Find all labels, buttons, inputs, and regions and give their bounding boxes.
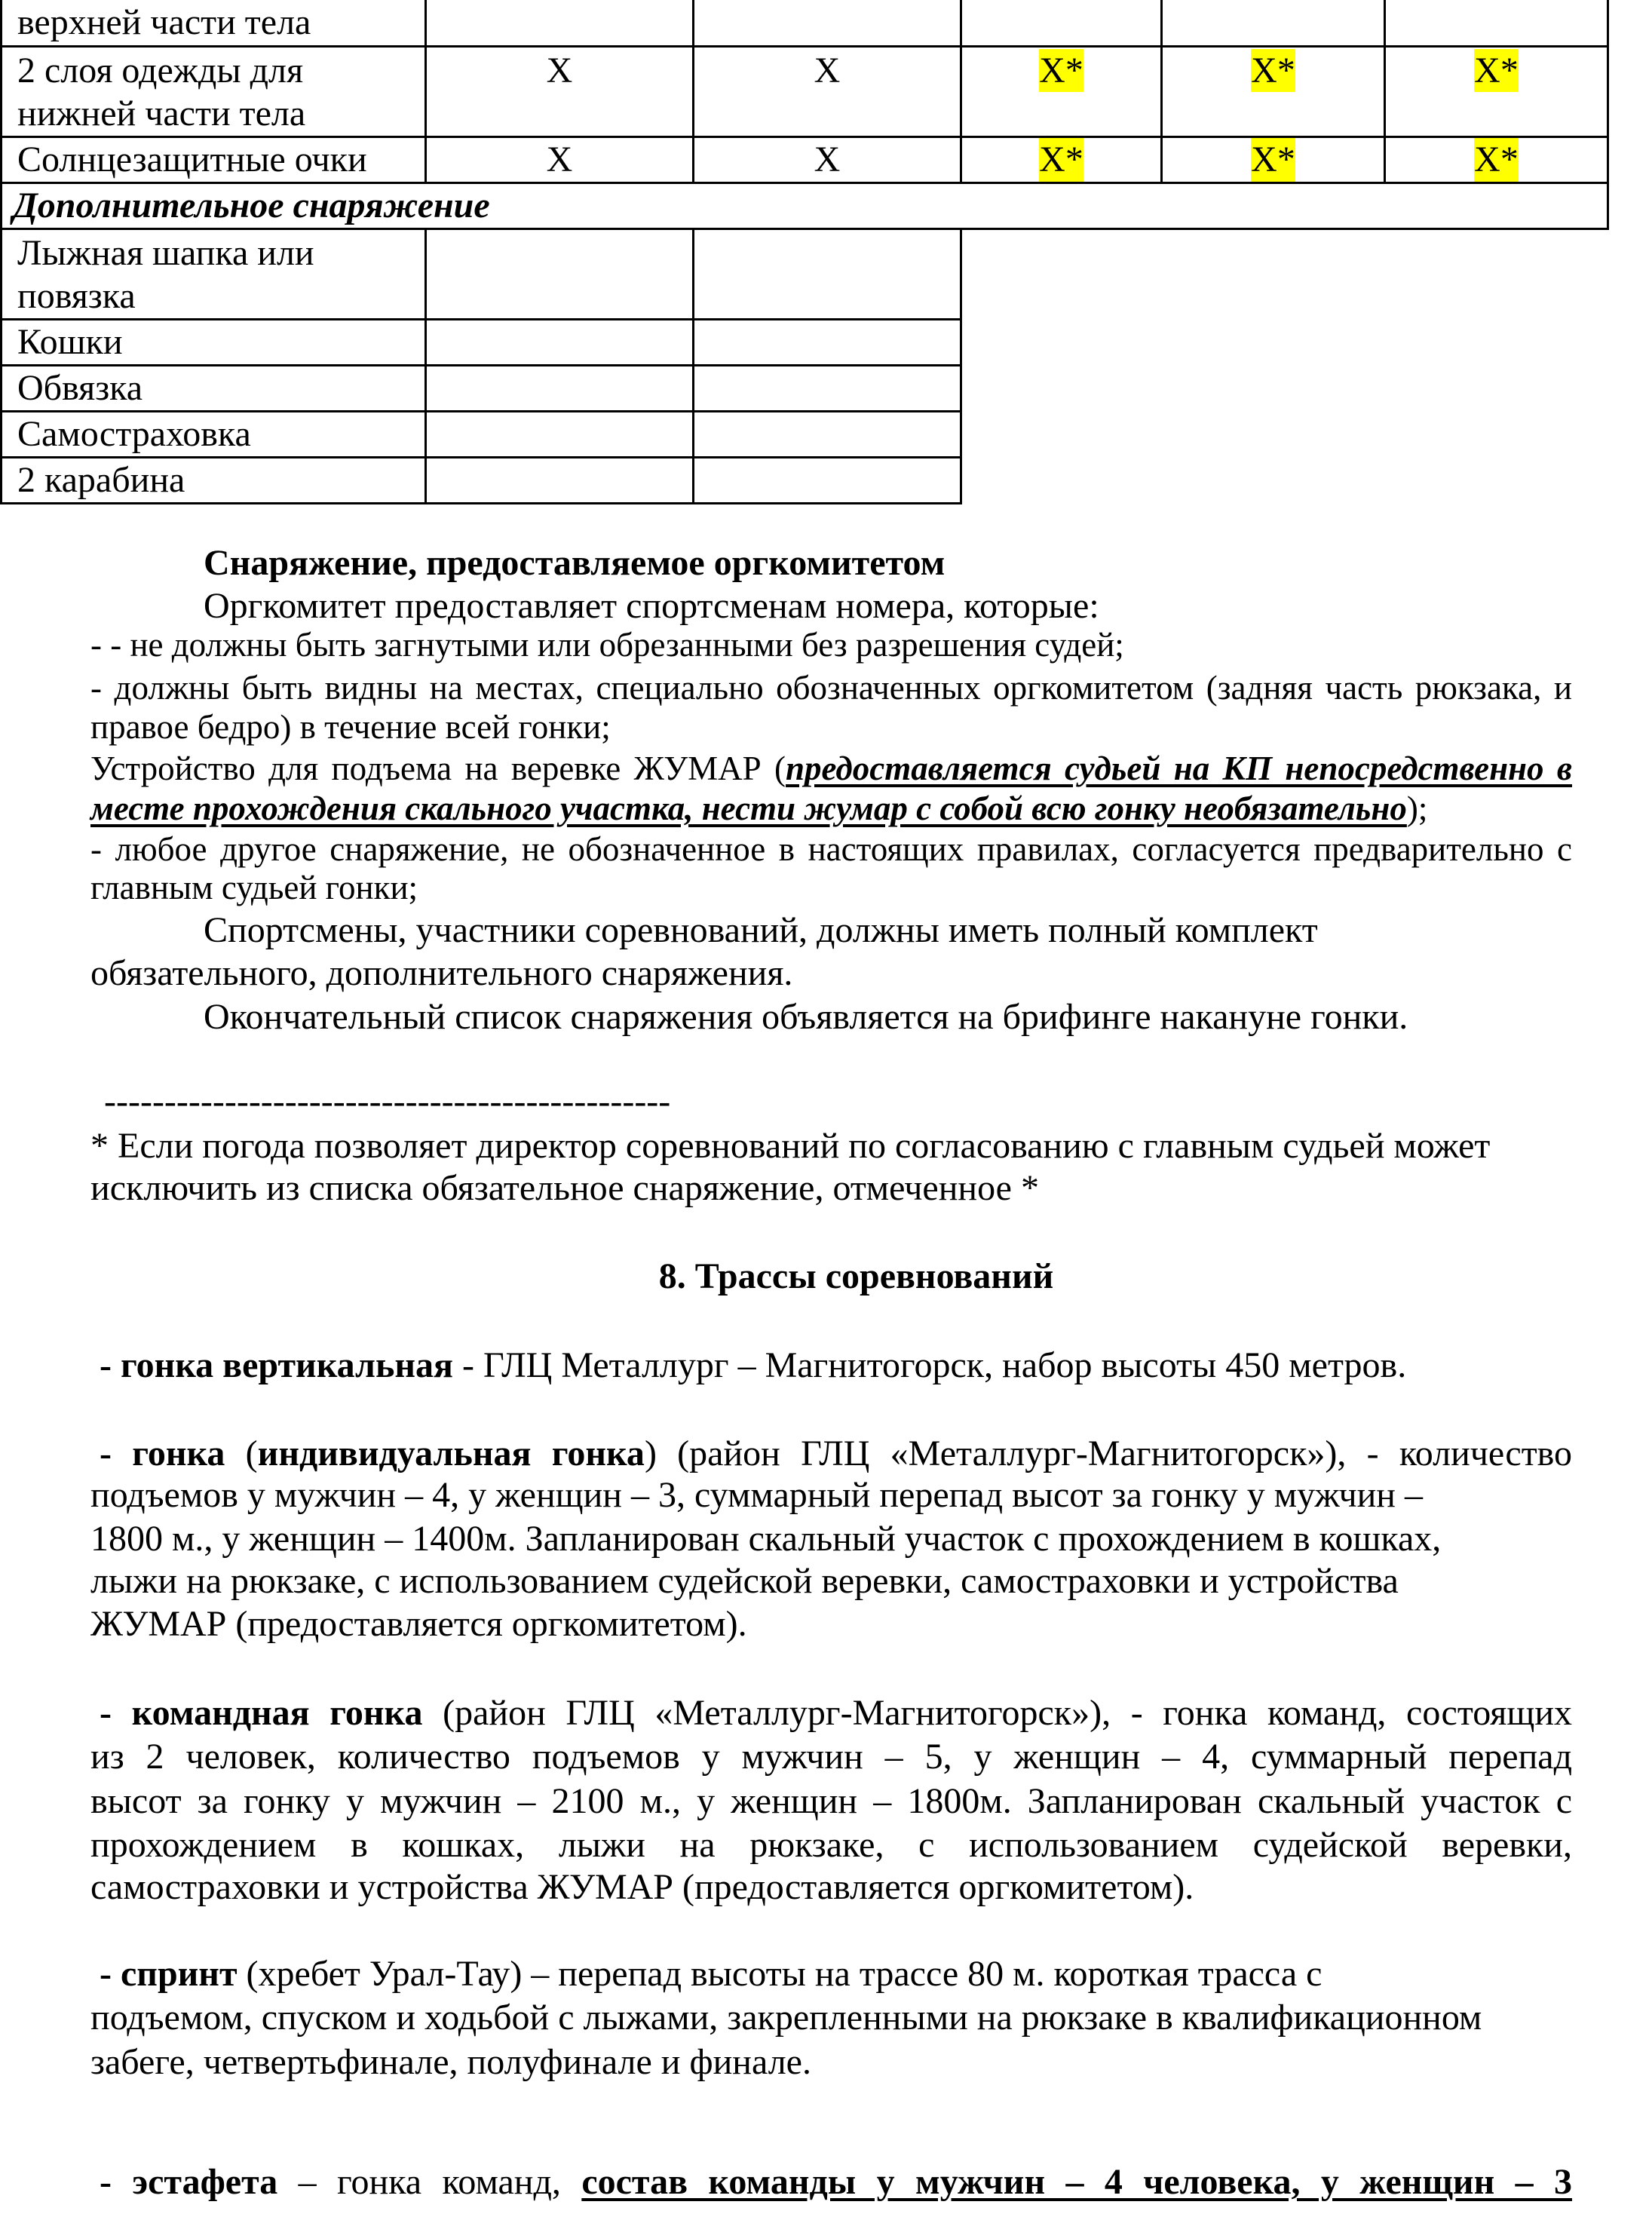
table-cell-mark: X bbox=[692, 136, 962, 184]
route-name: спринт bbox=[120, 1954, 238, 1994]
org-equipment-heading: Снаряжение, предоставляемое оргкомитетом bbox=[204, 543, 946, 583]
section-header-row bbox=[0, 182, 1609, 230]
org-item-1: - - не должны быть загнутыми или обрезанными без разрешения судей; bbox=[90, 626, 1124, 664]
route-individual-line-1: - гонка (индивидуальная гонка) (район ГЛЦ «Металлург-Магнитогорск»), - количество bbox=[100, 1433, 1573, 1473]
table-cell bbox=[692, 318, 962, 366]
org-item-2-line-2: правое бедро) в течение всей гонки; bbox=[90, 708, 611, 746]
route-team-line-1: - командная гонка (район ГЛЦ «Металлург-Магнитогорск»), - гонка команд, состоящих bbox=[100, 1693, 1573, 1733]
jumar-line-2: месте прохождения скального участка, нести жумар с собой всю гонку необязательно); bbox=[90, 790, 1428, 827]
final-list-note: Окончательный список снаряжения объявляется на брифинге накануне гонки. bbox=[204, 997, 1408, 1037]
table-cell bbox=[424, 318, 694, 366]
route-individual-line-3: 1800 м., у женщин – 1400м. Запланирован скальный участок с прохождением в кошках, bbox=[90, 1519, 1442, 1559]
table-row-label: Кошки bbox=[0, 318, 427, 366]
table-cell-label: верхней части тела bbox=[0, 0, 427, 48]
table-cell-mark bbox=[1384, 136, 1609, 184]
footnote-line-2: исключить из списка обязательное снаряжение, отмеченное * bbox=[90, 1168, 1039, 1208]
table-row-label: Самостраховка bbox=[0, 410, 427, 458]
table-cell bbox=[692, 0, 962, 48]
table-cell-mark: X bbox=[424, 45, 694, 138]
highlighted-mark: X* bbox=[1251, 138, 1295, 182]
route-individual-line-5: ЖУМАР (предоставляется оргкомитетом). bbox=[90, 1604, 747, 1644]
highlighted-mark: X* bbox=[1039, 138, 1083, 182]
org-item-2-line-1: - должны быть видны на местах, специально обозначенных оргкомитетом (задняя часть рюкзака, и bbox=[90, 669, 1572, 707]
table-cell-mark bbox=[1160, 136, 1386, 184]
route-individual-line-4: лыжи на рюкзаке, с использованием судейской веревки, самостраховки и устройства bbox=[90, 1561, 1399, 1601]
other-equipment-line-1: - любое другое снаряжение, не обозначенное в настоящих правилах, согласуется предварительно с bbox=[90, 830, 1572, 868]
table-cell-mark bbox=[960, 136, 1163, 184]
table-cell bbox=[692, 364, 962, 412]
route-name: эстафета bbox=[132, 2162, 278, 2202]
table-cell bbox=[424, 0, 694, 48]
jumar-emphasis: месте прохождения скального участка, нести жумар с собой всю гонку необязательно bbox=[90, 790, 1407, 827]
other-equipment-line-2: главным судьей гонки; bbox=[90, 869, 418, 906]
table-cell-mark bbox=[960, 45, 1163, 138]
table-cell bbox=[424, 456, 694, 504]
footnote-separator: ----------------------------------------------- bbox=[104, 1081, 671, 1121]
route-vertical: - гонка вертикальная - ГЛЦ Металлург – Магнитогорск, набор высоты 450 метров. bbox=[100, 1345, 1407, 1385]
org-equipment-intro: Оргкомитет предоставляет спортсменам номера, которые: bbox=[204, 586, 1099, 626]
route-name: гонка bbox=[132, 1433, 225, 1473]
table-cell bbox=[424, 228, 694, 320]
full-set-line-1: Спортсмены, участники соревнований, должны иметь полный комплект bbox=[204, 910, 1318, 950]
footnote-line-1: * Если погода позволяет директор соревнований по согласованию с главным судьей может bbox=[90, 1126, 1491, 1166]
route-name: гонка вертикальная bbox=[120, 1345, 453, 1385]
route-sprint-line-2: подъемом, спуском и ходьбой с лыжами, закрепленными на рюкзаке в квалификационном bbox=[90, 1998, 1482, 2038]
highlighted-mark: X* bbox=[1251, 51, 1295, 90]
route-relay-line-1: - эстафета – гонка команд, состав команды у мужчин – 4 человека, у женщин – 3 bbox=[100, 2162, 1573, 2202]
highlighted-mark: X* bbox=[1039, 51, 1083, 90]
route-sprint-line-1: - спринт (хребет Урал-Тау) – перепад высоты на трассе 80 м. короткая трасса с bbox=[100, 1954, 1323, 1994]
highlighted-mark: X* bbox=[1474, 138, 1519, 182]
table-row-label: Обвязка bbox=[0, 364, 427, 412]
table-cell bbox=[424, 410, 694, 458]
table-cell-mark: X bbox=[424, 136, 694, 184]
table-cell bbox=[1160, 0, 1386, 48]
table-cell-mark: X bbox=[692, 45, 962, 138]
table-cell-mark bbox=[1160, 45, 1386, 138]
route-team-line-2: из 2 человек, количество подъемов у мужчин – 5, у женщин – 4, суммарный перепад bbox=[90, 1737, 1572, 1777]
relay-team-composition: состав команды у мужчин – 4 человека, у женщин – 3 bbox=[581, 2162, 1573, 2202]
table-cell bbox=[424, 364, 694, 412]
section-header-additional: Дополнительное снаряжение bbox=[13, 186, 490, 225]
full-set-line-2: обязательного, дополнительного снаряжения. bbox=[90, 953, 793, 993]
table-cell bbox=[692, 410, 962, 458]
route-sprint-line-3: забеге, четвертьфинале, полуфинале и финале. bbox=[90, 2042, 811, 2082]
table-row-label: Лыжная шапка или повязка bbox=[0, 228, 427, 320]
table-cell bbox=[692, 228, 962, 320]
route-team-line-4: прохождением в кошках, лыжи на рюкзаке, с использованием судейской веревки, bbox=[90, 1825, 1572, 1865]
table-cell bbox=[960, 0, 1163, 48]
route-name: индивидуальная гонка bbox=[257, 1433, 645, 1473]
route-team-line-5: самостраховки и устройства ЖУМАР (предоставляется оргкомитетом). bbox=[90, 1867, 1194, 1907]
table-cell bbox=[1384, 0, 1609, 48]
table-cell bbox=[692, 456, 962, 504]
route-name: командная гонка bbox=[131, 1693, 423, 1733]
jumar-line-1: Устройство для подъема на веревке ЖУМАР (предоставляется судьей на КП непосредственно в bbox=[90, 750, 1572, 787]
table-row-label: 2 слоя одежды для нижней части тела bbox=[0, 45, 427, 138]
route-team-line-3: высот за гонку у мужчин – 2100 м., у женщин – 1800м. Запланирован скальный участок с bbox=[90, 1781, 1572, 1821]
table-row-label: 2 карабина bbox=[0, 456, 427, 504]
table-row-label: Солнцезащитные очки bbox=[0, 136, 427, 184]
route-individual-line-2: подъемов у мужчин – 4, у женщин – 3, суммарный перепад высот за гонку у мужчин – bbox=[90, 1475, 1423, 1515]
table-cell-mark bbox=[1384, 45, 1609, 138]
jumar-emphasis: предоставляется судьей на КП непосредственно в bbox=[786, 750, 1572, 787]
highlighted-mark: X* bbox=[1474, 51, 1519, 90]
section-8-heading: 8. Трассы соревнований bbox=[658, 1256, 1054, 1296]
